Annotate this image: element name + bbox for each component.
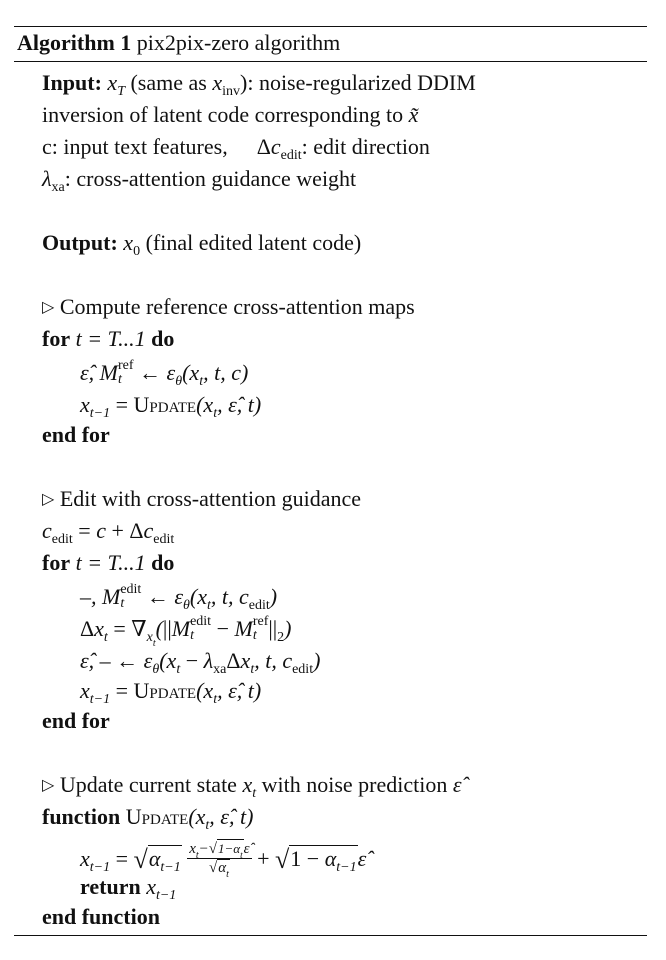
section3-function: function $Update(x_t$, ε̂, t) [42, 804, 254, 833]
section1-endfor: end for [42, 422, 110, 447]
bottom-rule [14, 935, 647, 936]
section2-step-2: $\Delta x_t = \nabla_{x_t}(||M$ edit t − M ref t $||_2$) [80, 613, 292, 649]
input-line-1-rest: ): noise-regularized DDIM [240, 70, 476, 95]
output-line [42, 230, 362, 259]
math-lambda-xa: $\lambda_{xa}$ [42, 166, 65, 195]
section2-step-4: $x_{t-1}$ = $Update(x_t$, ε̂, t) [80, 678, 262, 707]
triangle-icon: ▷ [42, 491, 55, 508]
section1-for [42, 326, 174, 352]
triangle-icon: ▷ [42, 299, 55, 316]
section3-comment-text: Update current state [59, 772, 237, 797]
for-range: t = T...1 [75, 326, 146, 351]
math-xt-1: $x_{t-1}$ [146, 874, 177, 903]
section2-endfor: end for [42, 708, 110, 733]
section3-return [80, 874, 177, 903]
math-xT: $x_T$ [107, 70, 125, 99]
math-xinv: $x_{inv}$ [212, 70, 240, 99]
algorithm-title: pix2pix-zero algorithm [136, 30, 341, 55]
section1-step-2: $x_{t-1}$ = $Update(x_t$, ε̂, t) [80, 392, 262, 421]
input-line-2-text: inversion of latent code corresponding to [42, 102, 404, 127]
section1-comment [42, 294, 415, 323]
output-text: (final edited latent code) [145, 230, 362, 255]
header-rule [14, 61, 647, 62]
input-c-text: c: input text features, [42, 134, 228, 159]
update-fraction: $\frac{x_t-√1-\alpha_t\varepsilon̂}{√\alpha_t}$ [189, 841, 250, 880]
section1-comment-text: Compute reference cross-attention maps [59, 294, 415, 319]
triangle-icon: ▷ [42, 777, 55, 794]
section1-step-1: ε̂, M ref t ← $\varepsilon_\theta(x_t$, t, c) [80, 357, 249, 389]
update-name: Update [133, 678, 197, 703]
input-dir-text: : edit direction [301, 134, 430, 159]
math-xt: $x_t$ [242, 772, 257, 801]
section2-comment [42, 486, 361, 515]
section3-step-1: $x_{t-1} = √\alpha_{t-1}$ $\frac{x_t-√1-\alpha_t\varepsilon̂}{√\alpha_t}$ + $√1 - \alpha_{t-1}\varepsilon̂$ [80, 841, 367, 880]
input-line-1-text: (same as [130, 70, 207, 95]
math-x0: $x_0$ [123, 230, 141, 259]
input-line-4-text: : cross-attention guidance weight [64, 166, 357, 191]
function-name: Update [125, 804, 189, 829]
do-keyword: do [151, 550, 175, 575]
output-label: Output: [42, 230, 118, 255]
math-eps-hat: ε̂ [452, 772, 462, 797]
algorithm-header [17, 30, 340, 56]
function-keyword: function [42, 804, 121, 829]
do-keyword: do [151, 326, 175, 351]
input-line-2 [42, 102, 418, 128]
input-label: Input: [42, 70, 102, 95]
update-name: Update [133, 392, 197, 417]
return-keyword: return [80, 874, 141, 899]
for-range: t = T...1 [75, 550, 146, 575]
top-rule [14, 26, 647, 27]
section3-endfunction: end function [42, 904, 160, 929]
section2-comment-text: Edit with cross-attention guidance [59, 486, 362, 511]
section2-step-3: ε̂, – ← $\varepsilon_\theta(x_t - \lambda_{xa}\Delta x_t$, t, $c_{edit}$) [80, 648, 321, 677]
section2-step-1: –, M edit t ← $\varepsilon_\theta(x_t$, t, $c_{edit}$) [80, 581, 278, 613]
input-line-4 [42, 166, 357, 195]
math-delta-c-edit: $\Delta c_{edit}$ [256, 134, 302, 163]
for-keyword: for [42, 326, 71, 351]
for-keyword: for [42, 550, 71, 575]
input-line-3 [42, 134, 430, 163]
section2-cedit: $c_{edit} = c + \Delta c_{edit}$ [42, 518, 175, 547]
math-x-tilde: x̃ [408, 102, 419, 127]
section3-comment [42, 772, 462, 801]
section2-for [42, 550, 174, 576]
input-line-1 [42, 70, 476, 99]
section3-comment-mid: with noise prediction [261, 772, 448, 797]
algorithm-label: Algorithm 1 [17, 30, 132, 55]
